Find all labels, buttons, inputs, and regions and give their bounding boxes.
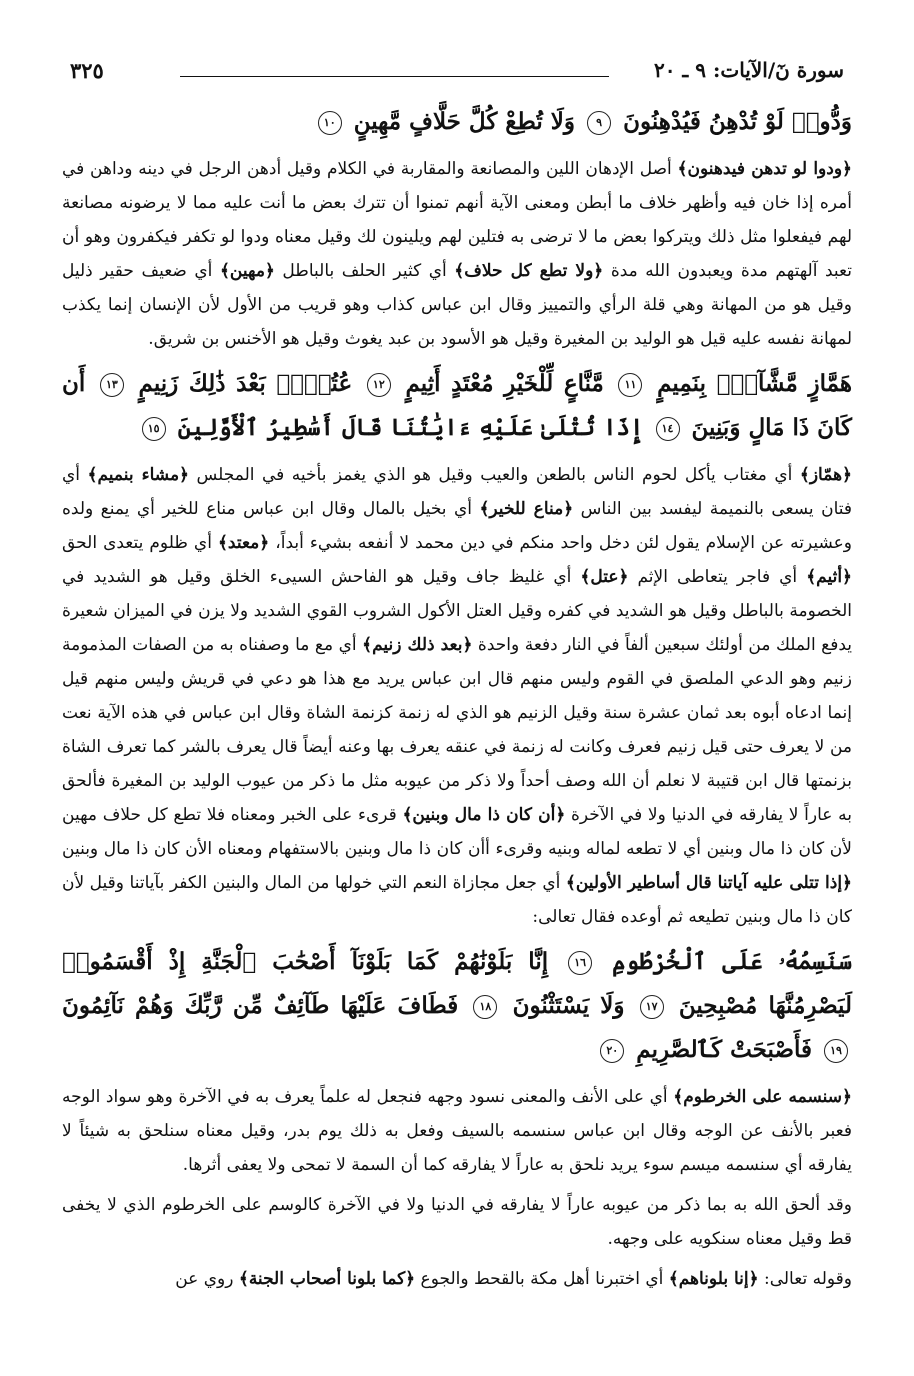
quran-verses-11-15 — [62, 362, 852, 450]
page-content — [62, 100, 852, 1302]
commentary-text: قرىء على الخبر ومعناه فلا تطع كل حلاف مهين لأن كان ذا مال وبنين أي لا تطعه لماله وبنيه وقرىء أأن كان ذا مال وبنين بالاستفهام ومعناه الأن كان ذا مال وبنين — [62, 805, 852, 859]
running-header — [70, 58, 844, 92]
commentary-paragraph — [62, 1080, 852, 1182]
verse-number: ١٩ — [824, 1039, 848, 1063]
quote: ﴿سنسمه على الخرطوم﴾ — [673, 1087, 852, 1107]
commentary-text: أي ظلوم يتعدى الحق — [62, 533, 218, 553]
quote: ﴿أن كان ذا مال وبنين﴾ — [402, 805, 566, 825]
page-number: ٣٢٥ — [70, 58, 104, 83]
verse-text: وَدُّوا۟ لَوْ تُدْهِنُ فَيُدْهِنُونَ — [623, 108, 852, 135]
commentary-text: وقوله تعالى: — [758, 1269, 852, 1289]
verse-number: ١٤ — [656, 417, 680, 441]
quote: ﴿همّاز﴾ — [799, 465, 852, 485]
verse-text: فَأَصْبَحَتْ كَٱلصَّرِيمِ — [636, 1036, 812, 1063]
commentary-paragraph — [62, 458, 852, 934]
commentary-text: أي جعل مجازاة النعم التي خولها من المال والبنين الكفر بآياتنا وقيل لأن كان ذا مال وبنين تطيعه ثم أوعده فقال تعالى: — [62, 873, 852, 927]
verse-text: أَن كَانَ ذَا مَالٍ وَبَنِينَ — [62, 370, 852, 441]
quote: ﴿كما بلونا أصحاب الجنة﴾ — [238, 1269, 416, 1289]
quote: ﴿أثيم﴾ — [806, 567, 853, 587]
commentary-text: أي كثير الحلف بالباطل — [274, 261, 455, 281]
surah-title: سورة نٓ/الآيات: ٩ ـ ٢٠ — [653, 58, 844, 82]
verse-number: ١٠ — [318, 111, 342, 135]
quote: ﴿عتل﴾ — [580, 567, 629, 587]
verse-number: ١٣ — [100, 373, 124, 397]
verse-number: ١٨ — [473, 995, 497, 1019]
commentary-text: أي فتان يسعى بالنميمة ليفسد بين الناس — [62, 465, 853, 519]
verse-text: وَلَا تُطِعْ كُلَّ حَلَّافٍ مَّهِينٍ — [353, 108, 576, 135]
commentary-text: أي مع ما وصفناه به من الصفات المذمومة زنيم وهو الدعي الملصق في القوم وليس منهم قال ابن عباس يريد مع هذا هو دعي في قريش وليس منهم قيل إنما ادعاه أبوه بعد ثمان عشرة سنة وقيل الزنيم هو الذي له زنمة كزنمة الشاة وقال ابن عباس في هذه الآية نعت من لا يعرف حتى قيل زنيم فعرف وكانت له زنمة في عنقه يعرف بها وعنه أيضاً قال يعرف بالشر كما تعرف الشاة بزنمتها قال ابن قتيبة لا نعلم أن الله وصف أحداً ولا ذكر من عيوبه مثل ما ذكر من عيوب الوليد بن المغيرة فألحق به عاراً لا يفارقه في الدنيا ولا في الآخرة — [62, 635, 852, 825]
quran-verses-9-10 — [62, 100, 852, 144]
commentary-paragraph — [62, 1188, 852, 1256]
quote: ﴿بعد ذلك زنيم﴾ — [362, 635, 473, 655]
header-rule — [180, 76, 609, 77]
verse-text: عُتُلٍّۭ بَعْدَ ذَٰلِكَ زَنِيمٍ — [138, 370, 353, 397]
commentary-text: أي مغتاب يأكل لحوم الناس بالطعن والعيب وقيل هو الذي يغمز بأخيه في المجلس — [189, 465, 800, 485]
commentary-text: أي على الأنف والمعنى نسود وجهه فنجعل له علماً يعرف به في الآخرة وهو سواد الوجه فعبر بالأنف عن الوجه وقال ابن عباس سنسمه بالسيف وفعل به ذلك يوم بدر، وقيل معناه سنلحق به شيئاً لا يفارقه أي سنسمه ميسم سوء يريد نلحق به عاراً لا يفارقه كما أن السمة لا تمحى ولا يعفى أثرها. — [62, 1087, 852, 1175]
commentary-text: أي بخيل بالمال وقال ابن عباس مناع للخير أي يمنع ولده وعشيرته عن الإسلام يقول لئن دخل واحد منكم في دين محمد لا أنفعه بشيء أبداً، — [62, 499, 852, 553]
verse-number: ١٢ — [367, 373, 391, 397]
commentary-paragraph — [62, 152, 852, 356]
verse-number: ٩ — [587, 111, 611, 135]
verse-number: ١١ — [618, 373, 642, 397]
verse-text: فَطَافَ عَلَيْهَا طَآئِفٌ مِّن رَّبِّكَ وَهُمْ نَآئِمُونَ — [62, 992, 459, 1019]
commentary-text: وقد ألحق الله به بما ذكر من عيوبه عاراً لا يفارقه في الدنيا ولا في الآخرة كالوسم على الخرطوم الذي لا يخفى قط وقيل معناه سنكويه على وجهه. — [62, 1195, 852, 1249]
verse-number: ١٥ — [142, 417, 166, 441]
verse-number: ١٦ — [568, 951, 592, 975]
commentary-text: أي فاجر يتعاطى الإثم — [628, 567, 807, 587]
quote: ﴿ودوا لو تدهن فيدهنون﴾ — [677, 159, 853, 179]
commentary-text: أصل الإدهان اللين والمصانعة والمقاربة في الكلام وقيل أدهن الرجل في دينه وداهن في أمره إذا خان فيه وأظهر خلاف ما أبطن ومعنى الآية أنهم تمنوا أن تترك بعض ما أنت عليه مما لا يرضونه مصانعة لهم فيفعلوا مثل ذلك ويتركوا بعض ما لا ترضى به فتلين لهم ويلينون لك وقيل معناه ودوا لو تكفر فيكفرون وهو أن تعبد آلهتهم مدة ويعبدون الله مدة — [62, 159, 852, 281]
commentary-text: روي عن — [175, 1269, 239, 1289]
commentary-text: أي اختبرنا أهل مكة بالقحط والجوع — [415, 1269, 669, 1289]
quote: ﴿إنا بلوناهم﴾ — [668, 1269, 759, 1289]
quote: ﴿ولا تطع كل حلاف﴾ — [454, 261, 604, 281]
quote: ﴿مهين﴾ — [219, 261, 275, 281]
verse-text: هَمَّازٍ مَّشَّآءٍۭ بِنَمِيمٍ — [657, 370, 853, 397]
verse-text: سَنَسِمُهُۥ عَلَى ٱلْخُرْطُومِ — [612, 948, 852, 975]
verse-number: ٢٠ — [600, 1039, 624, 1063]
verse-text: وَلَا يَسْتَثْنُونَ — [512, 992, 625, 1019]
commentary-text: أي ضعيف حقير ذليل وقيل هو من المهانة وهي قلة الرأي والتمييز وقال ابن عباس كذاب وهو قريب من الأول لأن الإنسان إنما يكذب لمهانة نفسه عليه قيل هو الوليد بن المغيرة وقيل هو الأسود بن عبد يغوث وقيل هو الأخنس بن شريق. — [62, 261, 852, 349]
commentary-text: أي غليظ جاف وقيل هو الفاحش السيىء الخلق وقيل هو الشديد في الخصومة بالباطل وقيل هو الشديد في كفره وقيل العتل الأكول الشروب القوي الشديد ولا يزن في الميزان شعيرة يدفع الملك من أولئك سبعين ألفاً في النار دفعة واحدة — [62, 567, 853, 655]
verse-number: ١٧ — [640, 995, 664, 1019]
quote: ﴿معتد﴾ — [217, 533, 270, 553]
quote: ﴿مناع للخير﴾ — [479, 499, 574, 519]
quote: ﴿إذا تتلى عليه آياتنا قال أساطير الأولين﴾ — [565, 873, 852, 893]
quote: ﴿مشاء بنميم﴾ — [87, 465, 190, 485]
quran-verses-16-20 — [62, 940, 852, 1072]
commentary-paragraph — [62, 1262, 852, 1296]
verse-text: مَّنَّاعٍ لِّلْخَيْرِ مُعْتَدٍ أَثِيمٍ — [405, 370, 604, 397]
verse-text: إِنَّا بَلَوْنَٰهُمْ كَمَا بَلَوْنَآ أَصْحَٰبَ ٱلْجَنَّةِ إِذْ أَقْسَمُوا۟ لَيَصْرِمُنَّهَا مُصْبِحِينَ — [62, 948, 852, 1019]
verse-text: إِذَا تُتْلَىٰ عَلَيْهِ ءَايَٰتُنَا قَالَ أَسَٰطِيرُ ٱلْأَوَّلِينَ — [177, 414, 644, 441]
